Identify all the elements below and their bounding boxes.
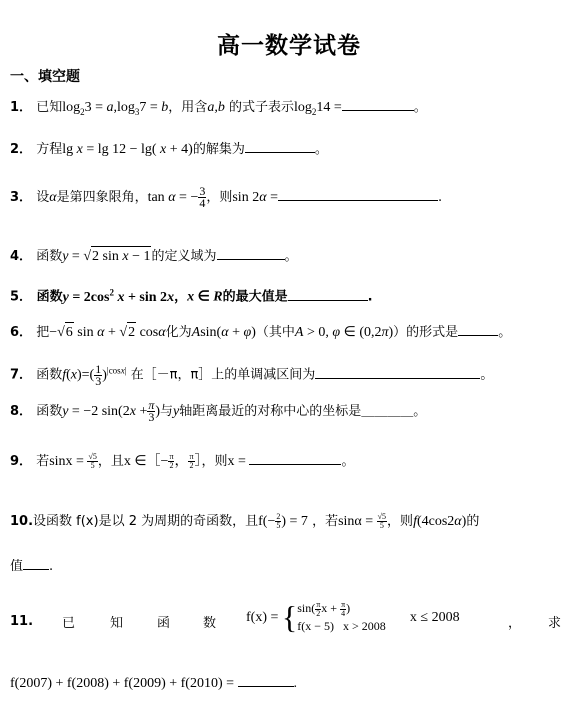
- answer-blank[interactable]: [217, 247, 285, 260]
- question-2: 2． 方程lg x = lg 12 − lg( x + 4)的解集为 。: [10, 142, 328, 157]
- question-number: 10.: [10, 514, 34, 529]
- question-8: 8． 函数y = −2 sin(2x + $\frac{\pi}{3}$ )与y轴距离最近的对称中心的坐标是＿＿＿＿。: [10, 398, 427, 424]
- question-number: 3．: [10, 190, 33, 205]
- answer-blank[interactable]: [23, 557, 49, 570]
- fraction: $\frac{\pi}{2}$: [169, 452, 174, 470]
- question-number: 4．: [10, 249, 33, 264]
- answer-blank[interactable]: [288, 288, 368, 301]
- answer-blank[interactable]: [315, 366, 480, 379]
- answer-blank[interactable]: [245, 140, 315, 153]
- question-number: 5．: [10, 289, 33, 305]
- question-number: 9．: [10, 454, 33, 469]
- fraction: $\frac{√5}{5}$: [377, 512, 387, 530]
- fraction: $\frac{\pi}{3}$: [148, 398, 155, 424]
- page-title: 高一数学试卷: [217, 32, 361, 59]
- question-number: 7．: [10, 367, 33, 383]
- question-11: [10, 612, 33, 632]
- question-4: 4． 函数y = √2 sin x − 1的定义域为 。: [10, 246, 298, 267]
- question-number: 11.: [10, 614, 34, 629]
- question-number: 6．: [10, 325, 33, 340]
- question-1: 1． 已知$\log_23 = a,\log_37 = b$，用含a,b 的式子表示$\log_214$ = 。: [10, 100, 427, 117]
- fraction: $\frac{1}{3}$: [95, 361, 102, 388]
- answer-blank[interactable]: [249, 452, 341, 465]
- question-number: 8．: [10, 404, 33, 419]
- question-9: 9． 若sinx = $\frac{√5}{5}$ ，且x ∈［− $\frac{\pi}{2}$ ， $\frac{\pi}{2}$ ］，则x = 。: [10, 452, 355, 470]
- answer-blank[interactable]: [342, 98, 414, 111]
- question-number: 1．: [10, 100, 33, 115]
- question-10-line-2: 值 .: [10, 559, 54, 574]
- question-3: 3． 设α是第四象限角，tan α = − $\frac{3}{4}$ ，则sin 2α = .: [10, 184, 443, 210]
- answer-blank[interactable]: [278, 188, 438, 201]
- question-number: 2．: [10, 142, 33, 157]
- answer-blank[interactable]: [238, 674, 294, 687]
- question-6: 6． 把−√6 sin α + √2 cosα化为Asin(α + φ)（其中A > 0, φ ∈ (0,2π)）的形式是 。: [10, 322, 511, 343]
- fraction: $\frac{√5}{5}$: [88, 452, 97, 470]
- question-11-line-2: f(2007) + f(2008) + f(2009) + f(2010) = .: [10, 676, 298, 691]
- section-heading: 一、填空题: [10, 69, 80, 85]
- fraction: $\frac{\pi}{2}$: [189, 452, 194, 470]
- question-7: 7． 函数f(x)=( $\frac{1}{3}$ )$^{|cosx|}$ 在［－π，π］上的单调减区间为 。: [10, 361, 494, 388]
- fraction: $\frac{3}{4}$: [199, 184, 206, 210]
- question-5: 5． 函数$y = 2\cos^2$ x + sin 2x，x ∈ R的最大值是 .: [10, 287, 373, 305]
- answer-blank[interactable]: [458, 323, 498, 336]
- fraction: $\frac{2}{5}$: [276, 512, 281, 530]
- piecewise-function: f(x) = {sin( $\frac{\pi}{2}$ x + $\frac{\pi}{4}$ ) f(x − 5) x > 2008 x ≤ 2008: [246, 599, 460, 636]
- question-10: 10.设函数 f(x)是以 2 为周期的奇函数，且f(− $\frac{2}{5}$ ) = 7 ，若sinα = $\frac{√5}{5}$ ，则f(4cos2α)的: [10, 512, 480, 530]
